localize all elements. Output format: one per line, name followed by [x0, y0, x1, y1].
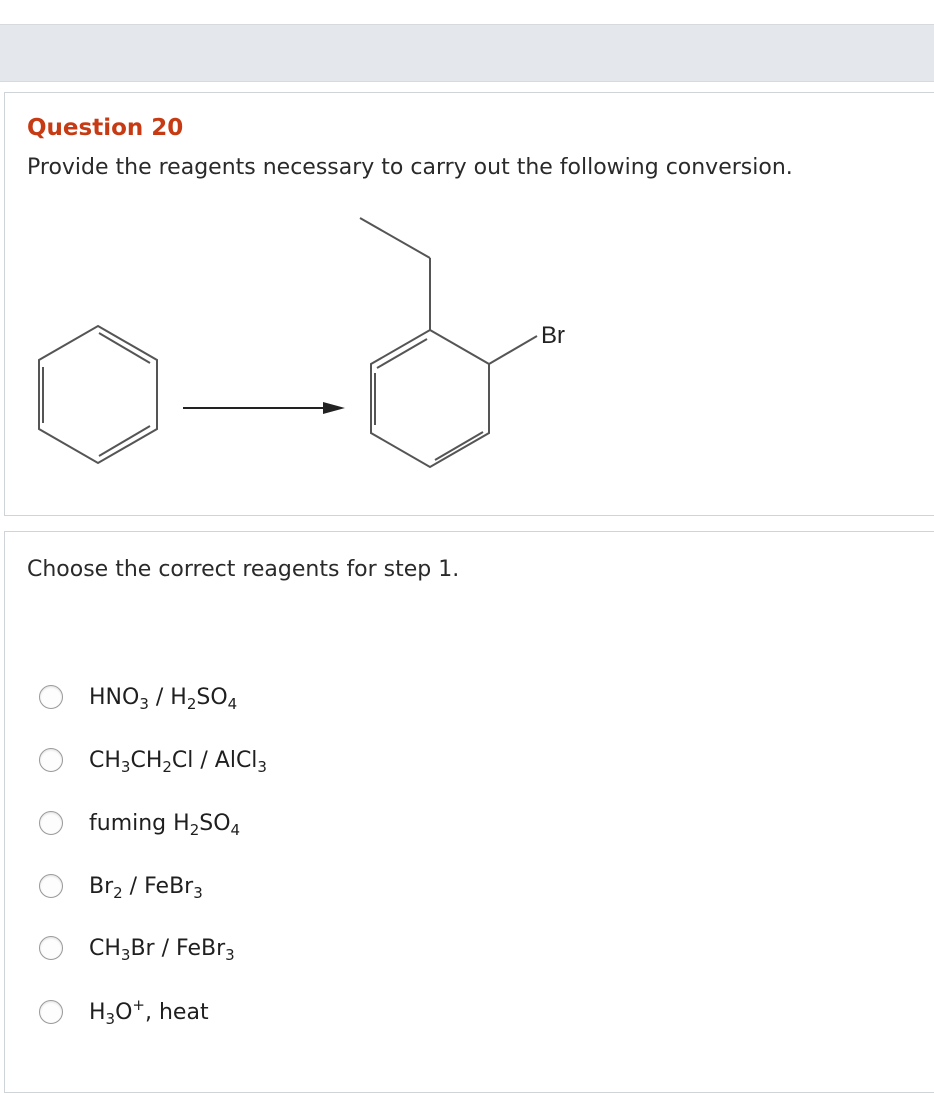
option-ch3ch2cl-alcl3[interactable] — [39, 740, 267, 780]
option-label: $CH_3Br$ / FeBr$_3$ — [89, 935, 235, 964]
reaction-scheme — [5, 93, 934, 513]
question-panel — [4, 92, 934, 516]
option-label: $HNO_3 / H_2SO_4$ — [89, 684, 238, 713]
benzene-structure — [39, 326, 157, 463]
option-label: $Br_2$ / FeBr$_3$ — [89, 873, 203, 902]
radio-button[interactable] — [39, 685, 63, 709]
reaction-arrow — [183, 402, 345, 414]
option-br2-febr3[interactable] — [39, 866, 203, 906]
answer-prompt: Choose the correct reagents for step 1. — [27, 557, 460, 582]
top-bar — [0, 24, 934, 82]
radio-button[interactable] — [39, 874, 63, 898]
radio-button[interactable] — [39, 936, 63, 960]
option-label: fuming $H_2SO_4$ — [89, 810, 241, 839]
question-prompt: Provide the reagents necessary to carry out the following conversion. — [27, 155, 793, 180]
question-title: Question 20 — [27, 115, 184, 141]
option-fuming-h2so4[interactable] — [39, 803, 240, 843]
option-label: $H_3O^+$, heat — [89, 995, 209, 1028]
radio-button[interactable] — [39, 1000, 63, 1024]
product-structure — [360, 218, 537, 467]
option-h3o-heat[interactable] — [39, 992, 209, 1032]
bromine-label: Br — [541, 322, 565, 349]
option-hno3-h2so4[interactable] — [39, 677, 237, 717]
answer-panel — [4, 531, 934, 1093]
radio-button[interactable] — [39, 811, 63, 835]
radio-button[interactable] — [39, 748, 63, 772]
option-label: $CH_3CH_2Cl$ / AlCl$_3$ — [89, 747, 267, 776]
option-ch3br-febr3[interactable] — [39, 928, 235, 968]
